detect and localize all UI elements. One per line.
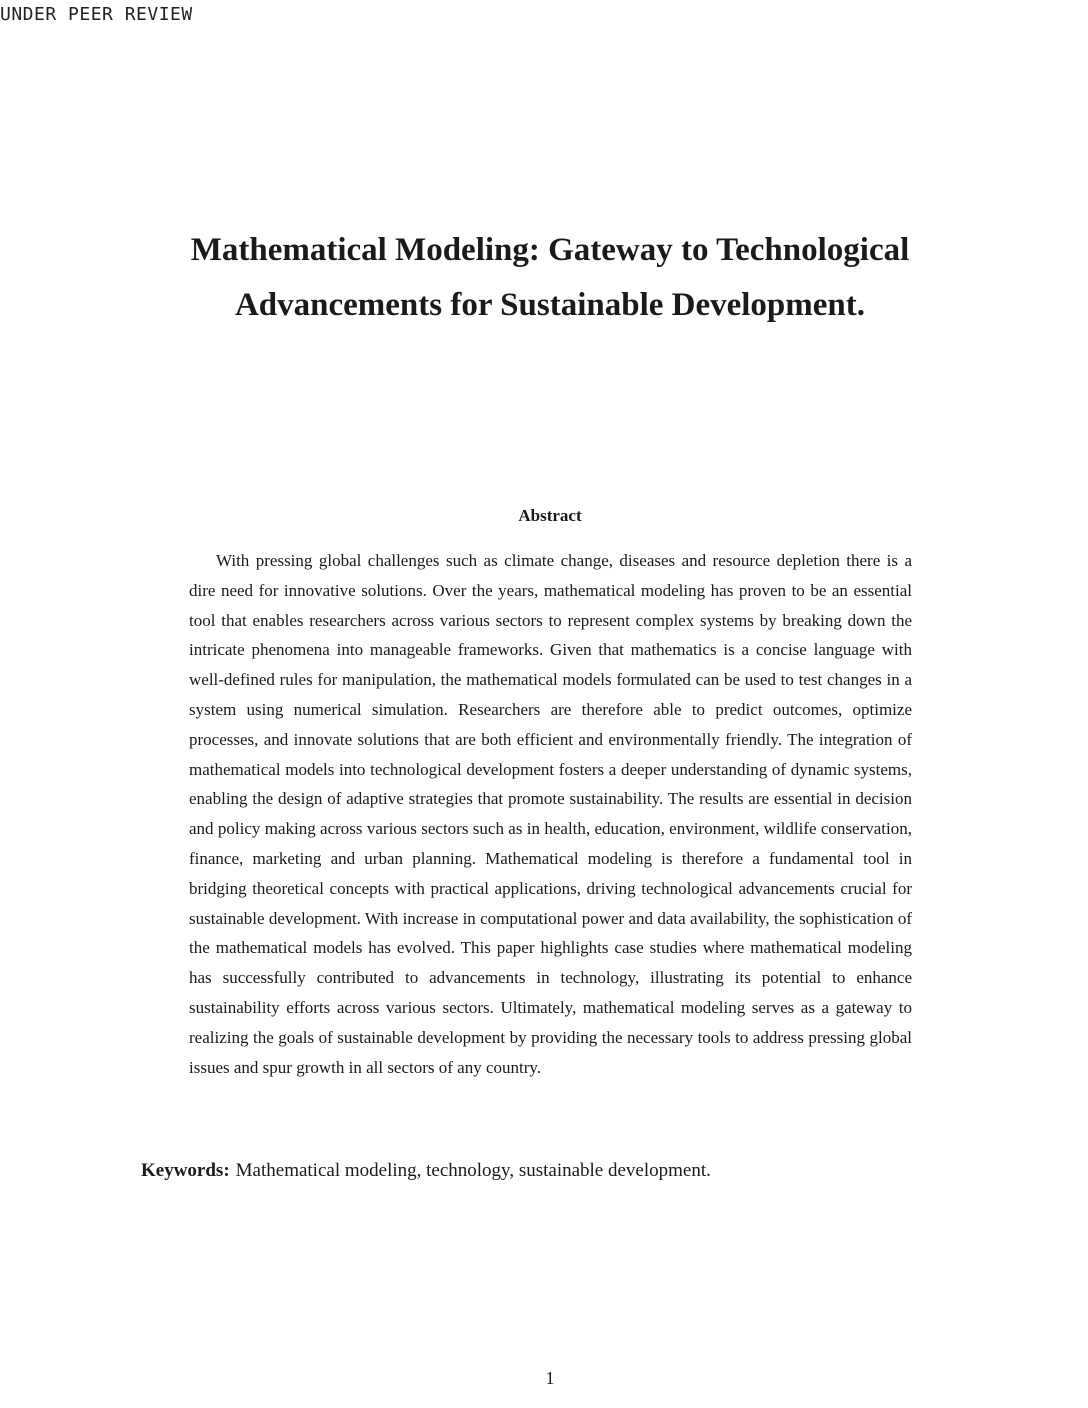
keywords-label: Keywords:	[141, 1160, 230, 1181]
abstract-heading: Abstract	[518, 506, 582, 525]
paper-title-line-1: Mathematical Modeling: Gateway to Technological	[190, 232, 910, 268]
peer-review-watermark: UNDER PEER REVIEW	[0, 4, 193, 25]
page-number: 1	[545, 1368, 555, 1388]
keywords	[141, 1160, 941, 1182]
paper-title-line-2: Advancements for Sustainable Development.	[234, 287, 866, 323]
abstract-body: With pressing global challenges such as climate change, diseases and resource depletion there is a dire need for innovative solutions. Over the years, mathematical modeling has proven to be an essential tool that enables researchers across various sectors to represent complex systems by breaking down the intricate phenomena into manageable frameworks. Given that mathematics is a concise language with well-defined rules for manipulation, the mathematical models formulated can be used to test changes in a system using numerical simulation. Researchers are therefore able to predict outcomes, optimize processes, and innovate solutions that are both efficient and environmentally friendly. The integration of mathematical models into technological development fosters a deeper understanding of dynamic systems, enabling the design of adaptive strategies that promote sustainability. The results are essential in decision and policy making across various sectors such as in health, education, environment, wildlife conservation, finance, marketing and urban planning. Mathematical modeling is therefore a fundamental tool in bridging theoretical concepts with practical applications, driving technological advancements crucial for sustainable development. With increase in computational power and data availability, the sophistication of the mathematical models has evolved. This paper highlights case studies where mathematical modeling has successfully contributed to advancements in technology, illustrating its potential to enhance sustainability efforts across various sectors. Ultimately, mathematical modeling serves as a gateway to realizing the goals of sustainable development by providing the necessary tools to address pressing global issues and spur growth in all sectors of any country.	[189, 551, 912, 1077]
keywords-text: Mathematical modeling, technology, sustainable development.	[235, 1160, 711, 1181]
paper-title	[110, 223, 990, 333]
